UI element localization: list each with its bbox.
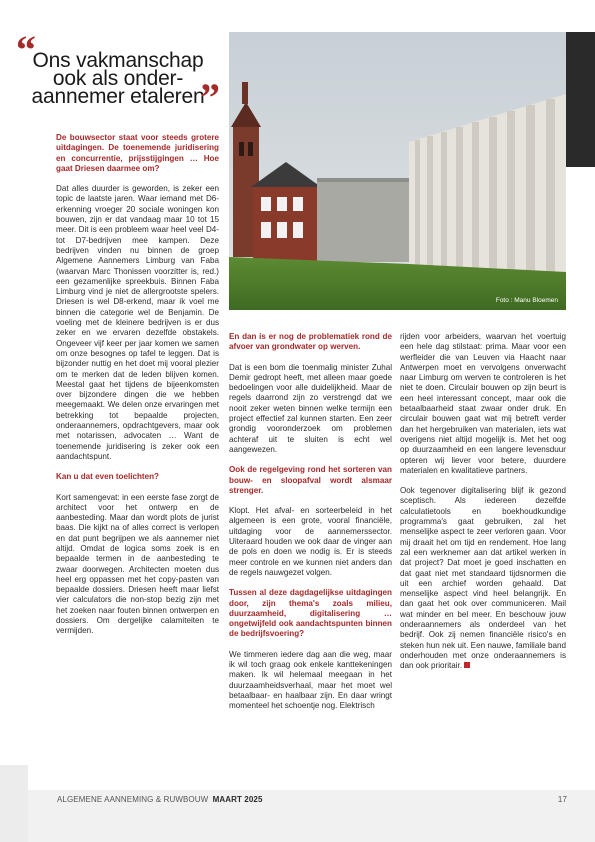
interview-answer: Klopt. Het afval- en sorteerbeleid in het algemeen is een grote, vooral financiële, uitdaging voor de aannemerssector. Uiteraard houden we ook daar de vinger aan de pols en doen we nodig is. Er is steeds meer controle en we kunnen niet anders dan de regels nauwgezet volgen. <box>229 506 392 577</box>
interview-answer: rijden voor arbeiders, waarvan het voertuig een hele dag stilstaat: prima. Maar voor een werfleider die van Leuven via Haacht naar Antwerpen moet en vervolgens onverwacht naar Limburg om werven te controleren is het niet te doen. Circulair bouwen op zijn beurt is een heel interessant concept, maar ook die betaalbaarheid staat zwaar onder druk. En circulair bouwen gaat wat mij betreft verder dan het hergebruiken van materialen, iets wat overigens niet altijd mogelijk is. Met het oog op duurzaamheid en een langere levensduur opteren wij liever voor betere, duurdere materialen en kwalitatieve partners. <box>400 332 566 475</box>
column-2 <box>229 332 392 722</box>
final-answer-text: Ook tegenover digitalisering blijf ik gezond sceptisch. Als iedereen dezelfde calculatietools en boekhoudkundige programma's gaat gebruiken, zal het menselijke aspect te zeer verloren gaan. Voor mij draait het om tijd en rendement. Hoe lang zal een werknemer aan dat artikel werken in dat project? Dat moet je goed inschatten en dat gaat niet met standaard tijdsnormen die uit een archief worden gehaald. Dat menselijke aspect vind heel belangrijk. En dan gaat het ook over communiceren. Mail wat minder en bel meer. En beschouw jouw onderaannemers als onderdeel van het bedrijf. Ook zij nemen financiële risico's en steken hun nek uit. Een nauwe, familiale band onderhouden met onze onderaannemers is dan ook prioritair. <box>400 486 566 671</box>
end-mark-icon <box>464 662 470 668</box>
column-3 <box>400 332 566 682</box>
interview-answer: Dat alles duurder is geworden, is zeker een topic de laatste jaren. Waar iemand met D6-erkenning vroeger 20 sociale woningen kon bouwen, zijn er dat vandaag maar 10 tot 15 meer. Dit is een probleem waar heel veel D4- tot D7-bedrijven mee kampen. Deze bedrijven vinden nu binnen de groep Algemene Aannemers Limburg van Faba (waarvan Marc Thonissen voorzitter is, red.) een gezamenlijke spreekbuis. Binnen Faba Limburg vind je niet de allergrootste spelers. Driesen is wel D8-erkend, maar ik voel me binnen die categorie wel de Benjamin. De voeling met de kleinere bedrijven is er dus zeker en we ervaren dezelfde obstakels. Ongeveer vijf keer per jaar komen we samen om onze besognes op tafel te leggen. Dat is bijzonder nuttig en het doet mij vooral plezier om te merken dat de leden blijven komen. Meestal gaat het tijdens de bijeenkomsten over bijzondere dingen die we hebben meegemaakt. We delen onze ervaringen met betrekking tot bepaalde projecten, onderaannemers, opdrachtgevers, maar ook met notarissen, advocaten … Want de toenemende juridisering is zeker ook een aandachtspunt. <box>56 184 219 461</box>
interview-answer: We timmeren iedere dag aan die weg, maar ik wil toch graag ook enkele kanttekeningen maken. Ik wil helemaal meegaan in het duurzaamheidsverhaal, maar het moet wel betaalbaar- en haalbaar zijn. En daar wringt momenteel het schoentje nog. Elektrisch <box>229 649 392 711</box>
interview-answer: Kort samengevat: in een eerste fase zorgt de architect voor het ontwerp en de aanbesteding. Maar dan wordt plots de jurist baas. Die kijkt na of alles correct is verlopen en dat punt begrijpen we als aannemer niet altijd. Omdat de logica soms zoek is en bepaalde termen in de aanbesteding te zwaar doorwegen. Architecten moeten dus heel erg oppassen met het copy-pasten van bepaalde dossiers. Driesen heeft maar liefst vier calculators die non-stop bezig zijn met het zoeken naar fouten binnen ontwerpen en dossiers. Om dergelijke calamiteiten te vermijden. <box>56 492 219 636</box>
building-photo <box>229 32 566 310</box>
interview-answer-final <box>400 486 566 671</box>
side-band <box>0 765 28 842</box>
page-footer <box>57 795 567 809</box>
column-1 <box>56 133 219 647</box>
interview-question: Ook de regelgeving rond het sorteren van bouw- en sloopafval wordt alsmaar strenger. <box>229 465 392 495</box>
title-line-3: aannemer etaleren <box>31 85 205 109</box>
magazine-name: ALGEMENE AANNEMING & RUWBOUW <box>57 795 209 804</box>
photo-dark-tab <box>566 32 595 167</box>
interview-question: En dan is er nog de problematiek rond de afvoer van grondwater op werven. <box>229 332 392 352</box>
title-line-2: ook als onder- <box>52 67 184 91</box>
interview-question: Tussen al deze dagdagelijkse uitdagingen door, zijn thema's zoals milieu, duurzaamheid, digitalisering … ongetwijfeld ook aandachtspunten binnen de bedrijfsvoering? <box>229 588 392 639</box>
interview-answer: Dat is een bom die toenmalig minister Zuhal Demir gedropt heeft, met alleen maar goede bedoelingen voor alle duidelijkheid. Maar de regels daarrond zijn zo verstrengd dat we nooit zeker weten binnen welke termijn een project effectief zal kunnen starten. Een zeer grondig vooronderzoek om problemen achteraf uit te sluiten is echt wel aangewezen. <box>229 362 392 454</box>
open-quote-mark: “ <box>16 27 36 72</box>
page-number: 17 <box>557 795 567 804</box>
article-title <box>28 49 208 109</box>
issue-date: MAART 2025 <box>212 795 263 804</box>
interview-question: Kan u dat even toelichten? <box>56 472 159 482</box>
building-illustration <box>229 32 566 310</box>
interview-question: De bouwsector staat voor steeds grotere uitdagingen. De toenemende juridisering en concurrentie, prijsstijgingen … Hoe gaat Driesen daarmee om? <box>56 133 219 173</box>
title-line-1: Ons vakmanschap <box>32 49 204 73</box>
close-quote-mark: ” <box>200 75 220 120</box>
photo-credit: Foto : Manu Bloemen <box>495 297 558 304</box>
